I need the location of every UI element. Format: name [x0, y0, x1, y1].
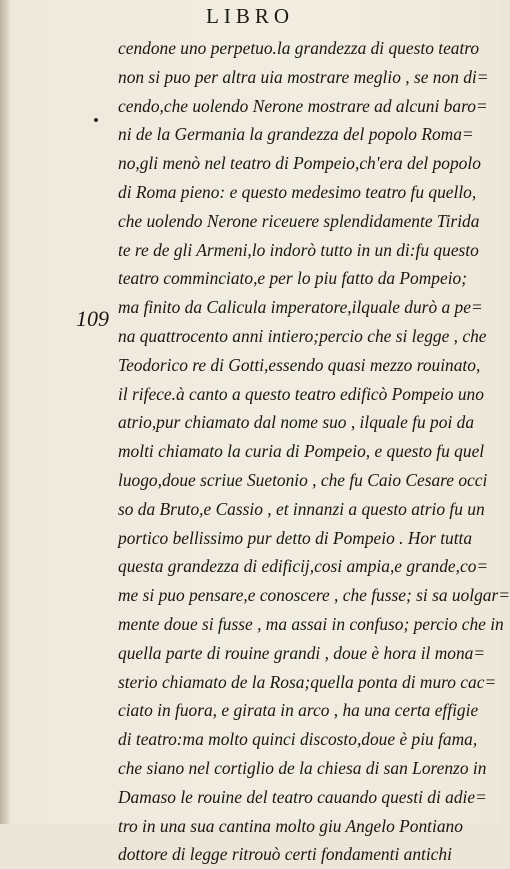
page-gutter-shadow [0, 0, 10, 824]
text-line: atrio,pur chiamato dal nome suo , ilquale fu poi da [118, 412, 475, 433]
running-header: LIBRO [206, 4, 294, 28]
text-line: cendone uno perpetuo.la grandezza di questo teatro [118, 38, 480, 58]
text-line: no,gli menò nel teatro di Pompeio,ch'era del popolo [118, 153, 481, 174]
text-line: Damaso le rouine del teatro cauando questi di adie= [118, 786, 487, 807]
text-line: portico bellissimo pur detto di Pompeio . Hor tutta [118, 527, 473, 548]
text-line: Teodorico re di Gotti,essendo quasi mezzo rouinato, [118, 354, 481, 375]
margin-page-number: 109 [76, 306, 109, 331]
text-line: te re de gli Armeni,lo indorò tutto in un di:fu questo [118, 239, 479, 260]
text-line: ma finito da Calicula imperatore,ilquale durò a pe= [118, 297, 483, 318]
text-line: cendo,che uolendo Nerone mostrare ad alcuni baro= [118, 95, 488, 116]
text-line: non si puo per altra uia mostrare meglio , se non di= [118, 66, 489, 87]
text-line: questa grandezza di edificij,cosi ampia,e grande,co= [118, 556, 489, 577]
text-line: ciato in fuora, e girata in arco , ha una certa effigie [118, 700, 479, 721]
text-line: quella parte di rouine grandi , doue è hora il mona= [118, 642, 486, 663]
text-line: mente doue si fusse , ma assai in confuso; percio che in [118, 613, 504, 634]
text-line: che uolendo Nerone riceuere splendidamente Tirida [118, 210, 480, 231]
text-line: sterio chiamato de la Rosa;quella ponta di muro cac= [118, 671, 497, 692]
text-line: luogo,doue scriue Suetonio , che fu Caio Cesare occi [118, 469, 488, 490]
text-line: che siano nel cortiglio de la chiesa di san Lorenzo in [118, 757, 487, 778]
text-line: dottore di legge ritrouò certi fondamenti antichi [118, 844, 452, 865]
text-line: molti chiamato la curia di Pompeio, e questo fu quel [118, 441, 485, 462]
margin-dot-mark [94, 118, 98, 122]
text-line: na quattrocento anni intiero;percio che si legge , che [118, 325, 487, 346]
text-line: teatro comminciato,e per lo piu fatto da Pompeio; [118, 268, 468, 289]
text-line: ni de la Germania la grandezza del popolo Roma= [118, 124, 474, 145]
text-line: il rifece.à canto a questo teatro edificò Pompeio uno [118, 383, 484, 404]
text-line: di teatro:ma molto quinci discosto,doue è piu fama, [118, 729, 478, 750]
text-line: so da Bruto,e Cassio , et innanzi a questo atrio fu un [118, 498, 485, 519]
text-line: me si puo pensare,e conoscere , che fusse; si sa uolgar= [118, 585, 510, 606]
text-line: di Roma pieno: e questo medesimo teatro fu quello, [118, 181, 477, 202]
body-text [118, 34, 510, 869]
text-line: tro in una sua cantina molto giu Angelo Pontiano [118, 815, 463, 836]
